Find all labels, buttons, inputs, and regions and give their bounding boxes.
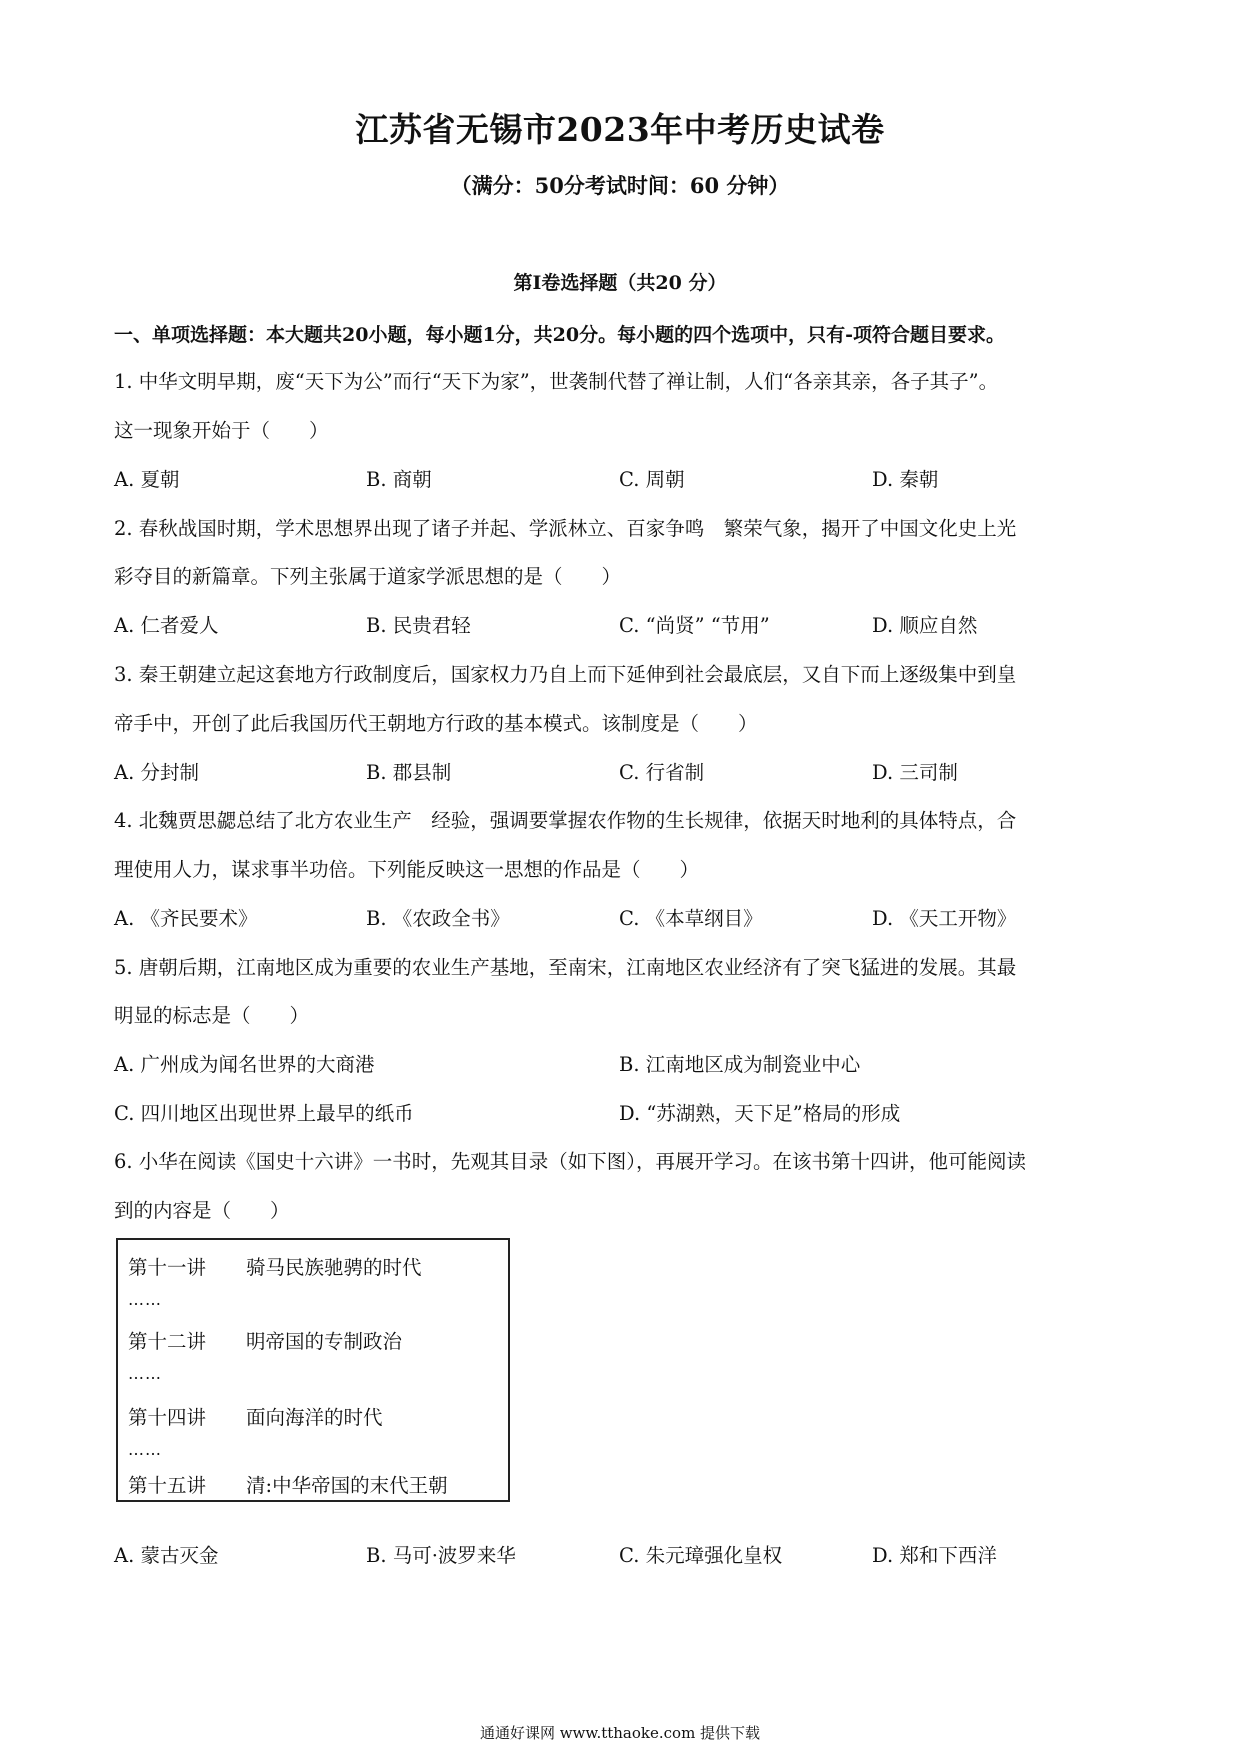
question-text-line: 到的内容是（ ） — [114, 1199, 290, 1222]
question-text-line: 这一现象开始于（ ） — [114, 419, 329, 442]
option-d: D. 郑和下西洋 — [872, 1544, 997, 1567]
toc-entry — [128, 1470, 448, 1498]
section-title: 第I卷选择题（共20 分） — [513, 272, 727, 294]
toc-lecture: 第十四讲 — [128, 1406, 207, 1429]
option-a: A. 蒙古灭金 — [114, 1544, 219, 1567]
toc-title: 面向海洋的时代 — [246, 1406, 383, 1429]
option-d: D. “苏湖熟，天下足”格局的形成 — [619, 1102, 901, 1125]
option-d: D. 秦朝 — [872, 468, 939, 491]
toc-lecture: 第十五讲 — [128, 1474, 207, 1497]
option-c: C. 行省制 — [619, 761, 705, 784]
option-c: C. 《本草纲目》 — [619, 907, 763, 930]
table-of-contents-box — [116, 1238, 510, 1502]
option-d: D. 顺应自然 — [872, 614, 978, 637]
option-c: C. 周朝 — [619, 468, 685, 491]
page-subtitle: （满分：50分考试时间：60 分钟） — [450, 173, 790, 198]
option-b: B. 马可·波罗来华 — [366, 1544, 516, 1567]
toc-ellipsis: …… — [128, 1440, 162, 1459]
toc-title: 清:中华帝国的末代王朝 — [246, 1474, 448, 1497]
question-text-line: 2. 春秋战国时期，学术思想界出现了诸子并起、学派林立、百家争鸣 繁荣气象，揭开了中国文化史上光 — [114, 517, 1017, 540]
option-c: C. 四川地区出现世界上最早的纸币 — [114, 1102, 414, 1125]
option-b: B. 《农政全书》 — [366, 907, 510, 930]
option-a: A. 广州成为闻名世界的大商港 — [114, 1053, 375, 1076]
page-footer: 通通好课网 www.tthaoke.com 提供下载 — [479, 1724, 761, 1742]
toc-lecture: 第十二讲 — [128, 1330, 207, 1353]
toc-entry — [128, 1402, 383, 1430]
option-d: D. 三司制 — [872, 761, 958, 784]
option-b: B. 郡县制 — [366, 761, 452, 784]
option-b: B. 商朝 — [366, 468, 432, 491]
page-title: 江苏省无锡市2023年中考历史试卷 — [355, 110, 885, 149]
question-text-line: 帝手中，开创了此后我国历代王朝地方行政的基本模式。该制度是（ ） — [114, 712, 758, 735]
toc-ellipsis: …… — [128, 1364, 162, 1383]
option-a: A. 《齐民要术》 — [114, 907, 258, 930]
toc-title: 骑马民族驰骋的时代 — [246, 1256, 422, 1279]
toc-entry — [128, 1326, 402, 1354]
section-instruction: 一、单项选择题：本大题共20小题，每小题1分，共20分。每小题的四个选项中，只有-项符合题目要求。 — [114, 324, 1005, 346]
option-a: A. 分封制 — [114, 761, 199, 784]
option-c: C. 朱元璋强化皇权 — [619, 1544, 783, 1567]
question-text-line: 理使用人力，谋求事半功倍。下列能反映这一思想的作品是（ ） — [114, 858, 700, 881]
question-text-line: 6. 小华在阅读《国史十六讲》一书时，先观其目录（如下图），再展开学习。在该书第十四讲，他可能阅读 — [114, 1150, 1027, 1173]
toc-title: 明帝国的专制政治 — [246, 1330, 403, 1353]
question-text-line: 明显的标志是（ ） — [114, 1004, 310, 1027]
toc-entry — [128, 1252, 422, 1280]
option-d: D. 《天工开物》 — [872, 907, 1017, 930]
question-text-line: 1. 中华文明早期，废“天下为公”而行“天下为家”，世袭制代替了禅让制，人们“各亲其亲，各子其子”。 — [114, 370, 999, 393]
toc-ellipsis: …… — [128, 1290, 162, 1309]
option-a: A. 夏朝 — [114, 468, 180, 491]
option-b: B. 江南地区成为制瓷业中心 — [619, 1053, 861, 1076]
option-a: A. 仁者爱人 — [114, 614, 219, 637]
question-text-line: 5. 唐朝后期，江南地区成为重要的农业生产基地，至南宋，江南地区农业经济有了突飞猛进的发展。其最 — [114, 956, 1017, 979]
question-text-line: 3. 秦王朝建立起这套地方行政制度后，国家权力乃自上而下延伸到社会最底层，又自下而上逐级集中到皇 — [114, 663, 1017, 686]
toc-lecture: 第十一讲 — [128, 1256, 207, 1279]
option-b: B. 民贵君轻 — [366, 614, 471, 637]
question-text-line: 4. 北魏贾思勰总结了北方农业生产 经验，强调要掌握农作物的生长规律，依据天时地利的具体特点，合 — [114, 809, 1017, 832]
question-text-line: 彩夺目的新篇章。下列主张属于道家学派思想的是（ ） — [114, 565, 622, 588]
option-c: C. “尚贤” “节用” — [619, 614, 770, 637]
